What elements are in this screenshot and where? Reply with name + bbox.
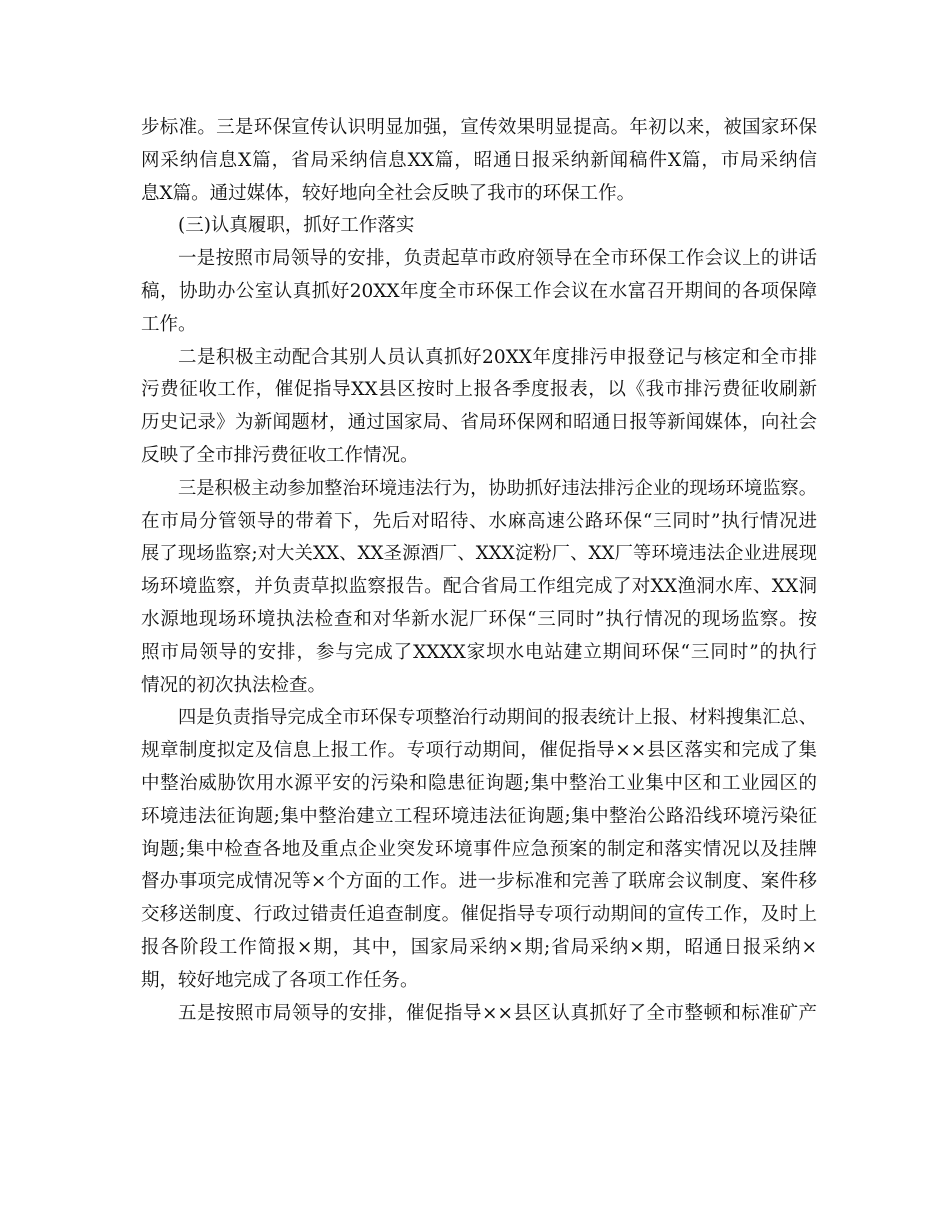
paragraph [141,243,817,341]
text-line: 水源地现场环境执法检查和对华新水泥厂环保“三同时”执行情况的现场监察。按 [141,608,817,630]
document-body [141,112,817,1030]
text-line: 询题;集中检查各地及重点企业突发环境事件应急预案的制定和落实情况以及挂牌 [141,838,817,860]
text-line: 场环境监察，并负责草拟监察报告。配合省局工作组完成了对XX渔洞水库、XX洞 [141,576,817,598]
text-line: 展了现场监察;对大关XX、XX圣源酒厂、XXX淀粉厂、XX厂等环境违法企业进展现 [141,543,817,565]
text-line: 二是积极主动配合其别人员认真抓好20XX年度排污申报登记与核定和全市排 [178,346,817,368]
text-line: 报各阶段工作简报×期，其中，国家局采纳×期;省局采纳×期，昭通日报采纳× [141,936,817,958]
text-line: 三是积极主动参加整治环境违法行为，协助抓好违法排污企业的现场环境监察。 [178,477,817,499]
text-line: 四是负责指导完成全市环保专项整治行动期间的报表统计上报、材料搜集汇总、 [178,707,817,729]
text-line: 历史记录》为新闻题材，通过国家局、省局环保网和昭通日报等新闻媒体，向社会 [141,412,817,434]
text-line: 污费征收工作，催促指导XX县区按时上报各季度报表，以《我市排污费征收刷新 [141,379,817,401]
text-line: 步标准。三是环保宣传认识明显加强，宣传效果明显提高。年初以来，被国家环保 [141,117,817,138]
text-line: 一是按照市局领导的安排，负责起草市政府领导在全市环保工作会议上的讲话 [178,248,817,270]
text-line: 网采纳信息X篇，省局采纳信息XX篇，昭通日报采纳新闻稿件X篇，市局采纳信 [141,149,817,171]
text-line: 交移送制度、行政过错责任追查制度。催促指导专项行动期间的宣传工作，及时上 [141,904,817,926]
text-line: 反映了全市排污费征收工作情况。 [141,444,419,466]
text-line: 情况的初次执法检查。 [141,674,327,696]
text-line: 工作。 [141,313,197,335]
section-heading [141,210,817,243]
paragraph [141,112,817,210]
paragraph [141,702,817,997]
text-line: 照市局领导的安排，参与完成了XXXX家坝水电站建立期间环保“三同时”的执行 [141,641,817,663]
paragraph [141,998,817,1031]
text-line: (三)认真履职，抓好工作落实 [178,215,415,237]
paragraph [141,342,817,473]
paragraph [141,473,817,703]
text-line: 五是按照市局领导的安排，催促指导××县区认真抓好了全市整顿和标准矿产 [178,1002,817,1024]
text-line: 督办事项完成情况等×个方面的工作。进一步标准和完善了联席会议制度、案件移 [141,871,817,893]
text-line: 期，较好地完成了各项工作任务。 [141,969,419,991]
text-line: 稿，协助办公室认真抓好20XX年度全市环保工作会议在水富召开期间的各项保障 [141,280,817,302]
text-line: 息X篇。通过媒体，较好地向全社会反映了我市的环保工作。 [141,182,636,204]
text-line: 环境违法征询题;集中整治建立工程环境违法征询题;集中整治公路沿线环境污染征 [141,805,817,827]
text-line: 中整治威胁饮用水源平安的污染和隐患征询题;集中整治工业集中区和工业园区的 [141,772,817,794]
text-line: 规章制度拟定及信息上报工作。专项行动期间，催促指导××县区落实和完成了集 [141,740,817,762]
text-line: 在市局分管领导的带着下，先后对昭待、水麻高速公路环保“三同时”执行情况进 [141,510,817,532]
